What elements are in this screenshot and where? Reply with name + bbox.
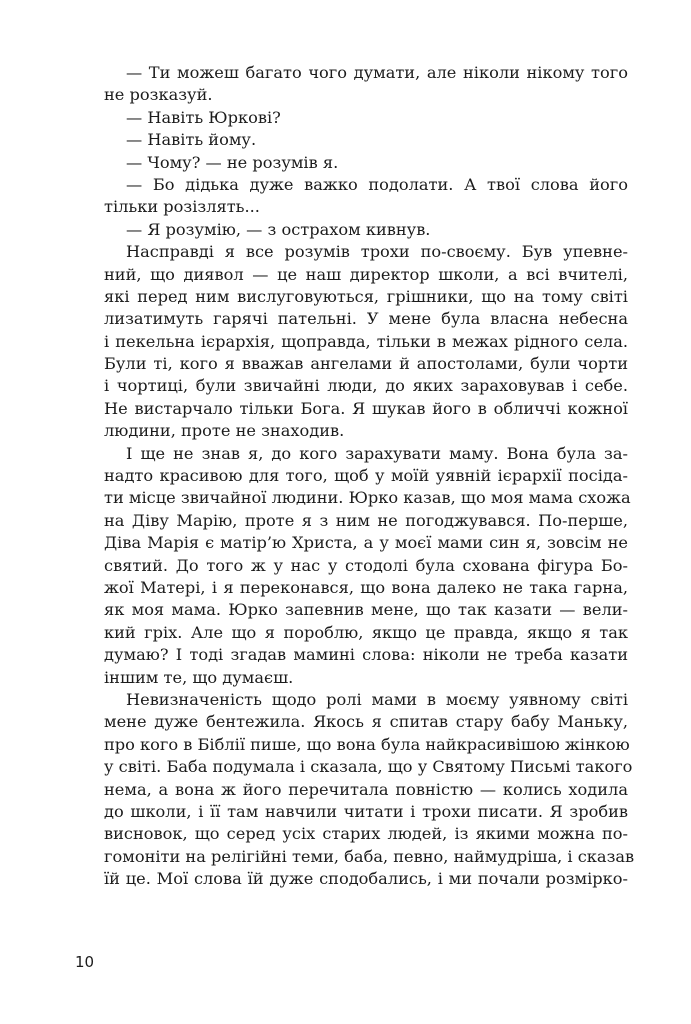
text-line: у світі. Баба подумала і сказала, що у Святому Письмі такого (104, 757, 633, 777)
text-line: мене дуже бентежила. Якось я спитав стару бабу Маньку, (104, 712, 628, 732)
text-line: про кого в Біблії пише, що вона була найкрасивішою жінкою (104, 734, 630, 754)
page-number: 10 (75, 953, 95, 971)
text-line: Невизначеність щодо ролі мами в моєму уявному світі (126, 689, 628, 709)
text-line: І ще не знав я, до кого зарахувати маму. Вона була за- (126, 443, 628, 463)
text-line: нема, а вона ж його перечитала повністю — колись ходила (104, 779, 628, 799)
text-line: як моя мама. Юрко запевнив мене, що так казати — вели- (104, 600, 628, 620)
text-line: Не вистарчало тільки Бога. Я шукав його в обличчі кожної (104, 398, 628, 418)
body-text (104, 62, 635, 890)
text-line: надто красивою для того, щоб у моїй уявній ієрархії посіда- (104, 466, 628, 486)
text-line: ти місце звичайної людини. Юрко казав, що моя мама схожа (104, 488, 631, 508)
text-line: не розказуй. (104, 85, 213, 105)
text-line: — Навіть йому. (126, 130, 257, 150)
text-line: які перед ним вислуговуються, грішники, що на тому світі (104, 286, 628, 306)
text-line: кий гріх. Але що я пороблю, якщо це правда, якщо я так (104, 622, 628, 642)
text-line: на Діву Марію, проте я з ним не погоджувався. По-перше, (104, 510, 628, 530)
text-line: Діва Марія є матір’ю Христа, а у моєї мами син я, зовсім не (104, 533, 628, 553)
text-line: іншим те, що думаєш. (104, 667, 294, 687)
text-line: Насправді я все розумів трохи по-своєму. Був упевне- (126, 242, 628, 262)
text-line: святий. До того ж у нас у стодолі була схована фігура Бо- (104, 555, 628, 575)
text-line: і чортиці, були звичайні люди, до яких зараховував і себе. (104, 376, 628, 396)
text-line: Були ті, кого я вважав ангелами й апостолами, були чорти (104, 354, 628, 374)
text-line: думаю? І тоді згадав мамині слова: ніколи не треба казати (104, 645, 628, 665)
text-line: і пекельна ієрархія, щоправда, тільки в межах рідного села. (104, 331, 628, 351)
text-line: людини, проте не знаходив. (104, 421, 345, 441)
text-line: тільки розізлять... (104, 197, 260, 217)
text-line: — Я розумію, — з острахом кивнув. (126, 219, 431, 239)
text-line: ний, що диявол — це наш директор школи, а всі вчителі, (104, 264, 628, 284)
text-line: жої Матері, і я переконався, що вона далеко не така гарна, (104, 577, 628, 597)
text-line: їй це. Мої слова їй дуже сподобались, і ми почали розмірко- (104, 869, 628, 889)
text-line: — Чому? — не розумів я. (126, 152, 339, 172)
text-line: висновок, що серед усіх старих людей, із якими можна по- (104, 824, 628, 844)
text-line: — Бо дідька дуже важко подолати. А твої слова його (126, 174, 628, 194)
text-line: до школи, і її там навчили читати і трохи писати. Я зробив (104, 801, 628, 821)
text-line: лизатимуть гарячі пательні. У мене була власна небесна (104, 309, 628, 329)
text-line: гомоніти на релігійні теми, баба, певно, наймудріша, і сказав (104, 846, 635, 866)
text-line: — Ти можеш багато чого думати, але ніколи нікому того (126, 63, 628, 82)
text-line: — Навіть Юркові? (126, 107, 281, 127)
